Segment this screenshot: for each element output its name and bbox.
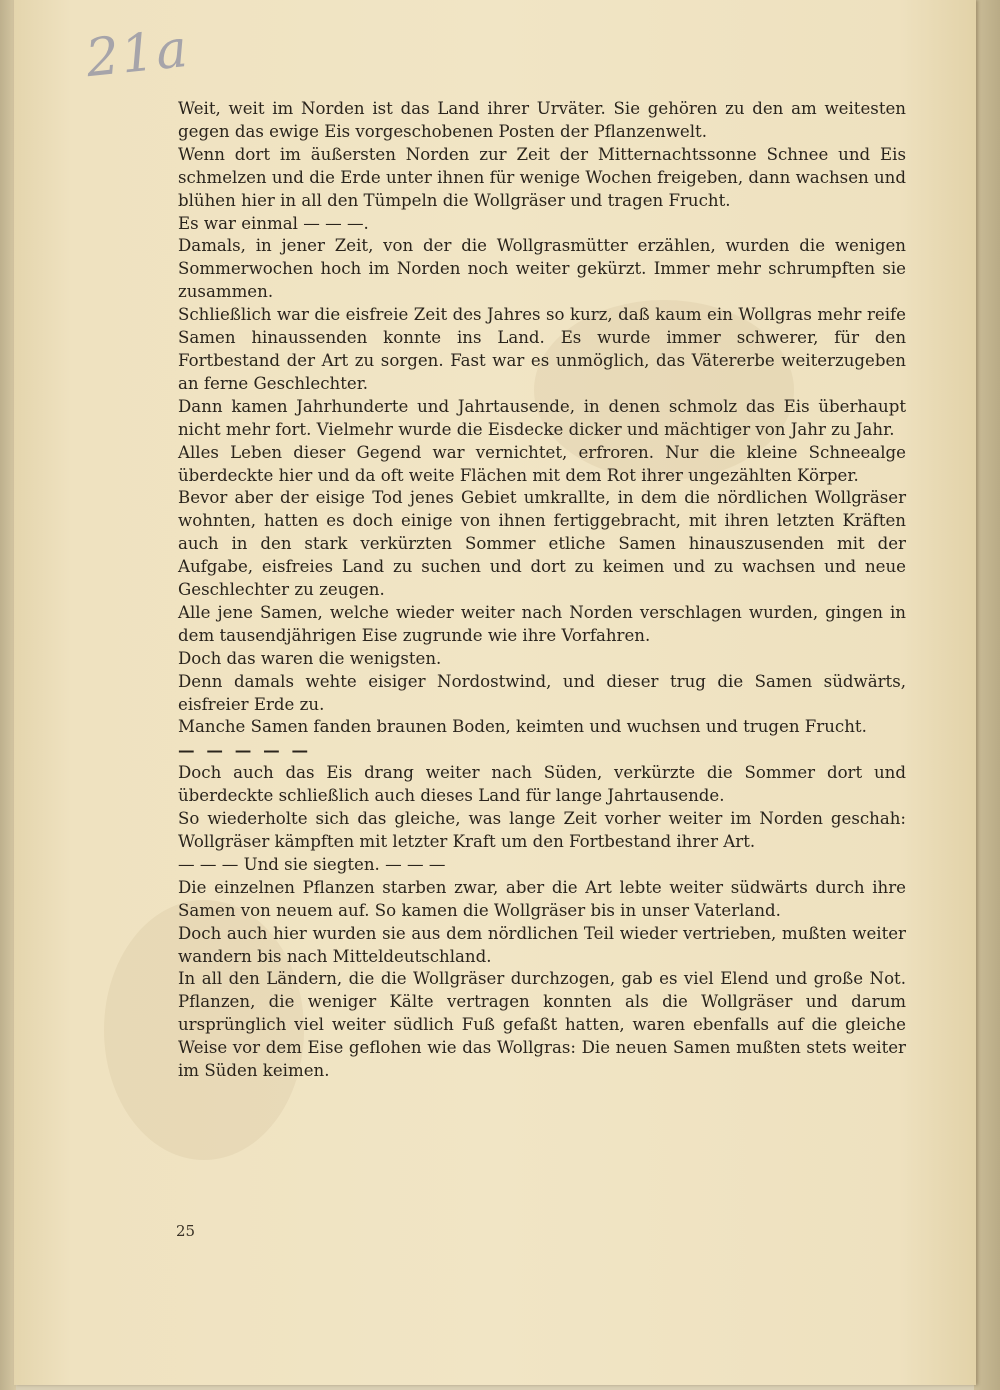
- paragraph: Schließlich war die eisfreie Zeit des Jahres so kurz, daß kaum ein Wollgras mehr reife Samen hinaussenden konnte ins Land. Es wurde immer schwerer, für den Fortbestand der Art zu sorgen. Fast war es unmöglich, das Vätererbe weiterzugeben an ferne Geschlechter.: [178, 305, 906, 393]
- paragraph: — — — Und sie siegten. — — —: [178, 854, 446, 874]
- page-number: 25: [176, 1222, 196, 1240]
- paragraph: Es war einmal — — —.: [178, 213, 369, 233]
- paragraph: Alles Leben dieser Gegend war vernichtet, erfroren. Nur die kleine Schneealge überdeckte hier und da oft weite Flächen mit dem Rot ihrer ungezählten Körper.: [178, 442, 906, 485]
- paragraph: Denn damals wehte eisiger Nordostwind, und dieser trug die Samen südwärts, eisfreier Erde zu.: [178, 671, 906, 714]
- paragraph: Wenn dort im äußersten Norden zur Zeit der Mitternachtssonne Schnee und Eis schmelzen und die Erde unter ihnen für wenige Wochen freigeben, dann wachsen und blühen hier in all den Tümpeln die Wollgräser und tragen Frucht.: [178, 144, 906, 210]
- paragraph: Doch auch hier wurden sie aus dem nördlichen Teil wieder vertrieben, mußten weiter wandern bis nach Mitteldeutschland.: [178, 923, 906, 966]
- paragraph: Doch auch das Eis drang weiter nach Süden, verkürzte die Sommer dort und überdeckte schließlich auch dieses Land für lange Jahrtausende.: [178, 763, 906, 806]
- paragraph: Dann kamen Jahrhunderte und Jahrtausende, in denen schmolz das Eis überhaupt nicht mehr fort. Vielmehr wurde die Eisdecke dicker und mächtiger von Jahr zu Jahr.: [178, 396, 906, 439]
- paragraph: So wiederholte sich das gleiche, was lange Zeit vorher weiter im Norden geschah: Wollgräser kämpften mit letzter Kraft um den Fortbestand ihrer Art.: [178, 809, 906, 851]
- paragraph: In all den Ländern, die die Wollgräser durchzogen, gab es viel Elend und große Not. Pflanzen, die weniger Kälte vertragen konnten als die Wollgräser und darum ursprünglich viel weiter südlich Fuß gefaßt hatten, waren ebenfalls auf die gleiche Weise vor dem Eise geflohen wie das Wollgras: Die neuen Samen mußten stets weiter im Süden keimen.: [178, 969, 906, 1081]
- paragraph: Manche Samen fanden braunen Boden, keimten und wuchsen und trugen Frucht.: [178, 717, 867, 737]
- section-separator: — — — — —: [178, 740, 312, 761]
- body-text: [178, 98, 906, 1083]
- handwritten-page-mark: 21a: [83, 18, 193, 90]
- page-right-edge: [974, 0, 1000, 1390]
- paragraph: Weit, weit im Norden ist das Land ihrer Urväter. Sie gehören zu den am weitesten gegen das ewige Eis vorgeschobenen Posten der Pflanzenwelt.: [178, 99, 906, 141]
- paragraph: Die einzelnen Pflanzen starben zwar, aber die Art lebte weiter südwärts durch ihre Samen von neuem auf. So kamen die Wollgräser bis in unser Vaterland.: [178, 877, 906, 920]
- paragraph: Alle jene Samen, welche wieder weiter nach Norden verschlagen wurden, gingen in dem tausendjährigen Eise zugrunde wie ihre Vorfahren.: [178, 602, 906, 645]
- paragraph: Damals, in jener Zeit, von der die Wollgrasmütter erzählen, wurden die wenigen Sommerwochen hoch im Norden noch weiter gekürzt. Immer mehr schrumpften sie zusammen.: [178, 236, 906, 302]
- paragraph: Bevor aber der eisige Tod jenes Gebiet umkrallte, in dem die nördlichen Wollgräser wohnten, hatten es doch einige von ihnen fertiggebracht, mit ihren letzten Kräften auch in den stark verkürzten Sommer etliche Samen hinauszusenden mit der Aufgabe, eisfreies Land zu suchen und dort zu keimen und zu wachsen und neue Geschlechter zu zeugen.: [178, 488, 906, 600]
- paragraph: Doch das waren die wenigsten.: [178, 648, 442, 668]
